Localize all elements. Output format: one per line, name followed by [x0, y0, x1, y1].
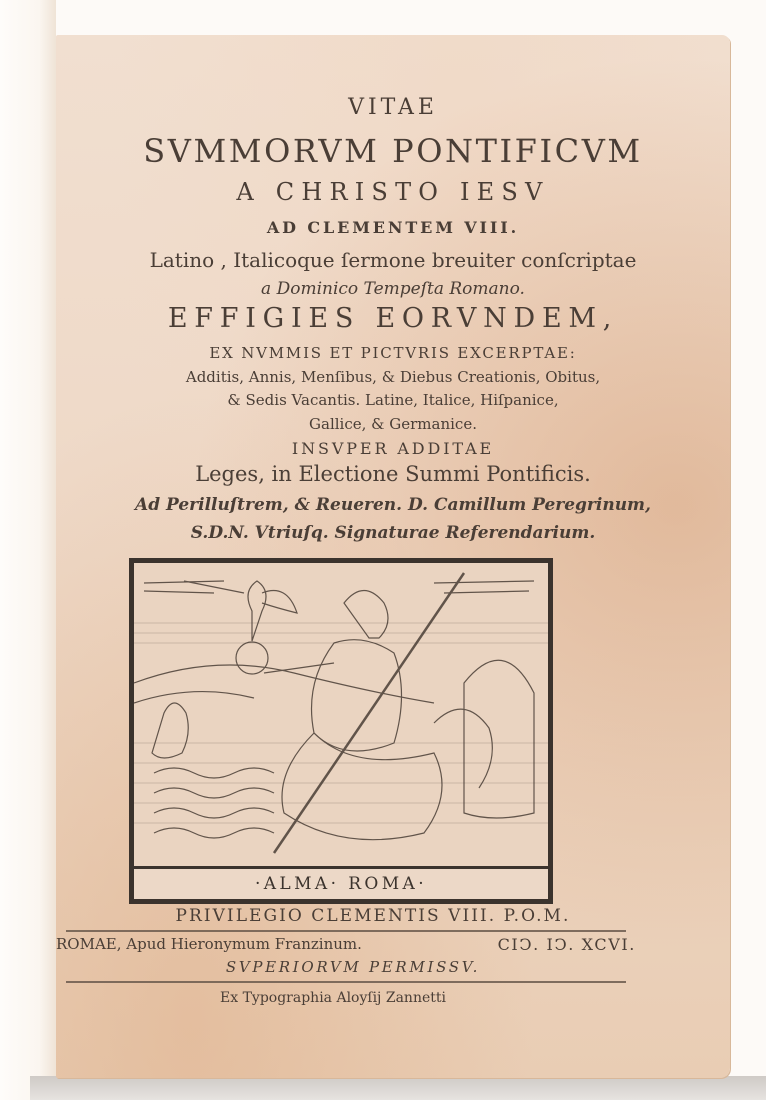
typography-line: Ex Typographia Aloyſij Zannetti: [220, 990, 446, 1006]
title-line-additis: Additis, Annis, Menſibus, & Diebus Creationis, Obitus,: [185, 368, 601, 386]
title-line-summorum: SVMMORVM PONTIFICVM: [143, 132, 643, 170]
author-line: a Dominico Tempeſta Romano.: [261, 279, 525, 299]
title-line-effigies: EFFIGIES EORVNDEM,: [167, 303, 619, 334]
privilege-line: PRIVILEGIO CLEMENTIS VIII. P.O.M.: [175, 906, 571, 926]
title-line-latino: Latino , Italicoque ſermone breuiter conſcriptae: [149, 248, 637, 272]
title-page: [56, 35, 730, 1078]
title-line-vitae: VITAE: [348, 95, 438, 120]
permission-line: SVPERIORVM PERMISSV.: [225, 958, 481, 976]
woodcut-caption: [134, 866, 548, 899]
alma-roma-figure-icon: [134, 563, 548, 869]
divider-rule-2: [66, 981, 626, 983]
woodcut-caption-text: ·ALMA· ROMA·: [254, 874, 428, 894]
dedication-line-1: Ad Perilluſtrem, & Reueren. D. Camillum Peregrinum,: [135, 495, 651, 515]
title-line-sedis: & Sedis Vacantis. Latine, Italice, Hiſpanice,: [227, 391, 559, 409]
page-shadow: [30, 1076, 766, 1100]
title-line-clementem: AD CLEMENTEM VIII.: [266, 218, 520, 237]
title-line-christo: A CHRISTO IESV: [236, 178, 550, 206]
title-line-ex-nummis: EX NVMMIS ET PICTVRIS EXCERPTAE:: [209, 344, 577, 362]
imprint-line: [56, 935, 636, 954]
divider-rule-1: [66, 930, 626, 932]
title-line-insuper: INSVPER ADDITAE: [291, 439, 495, 458]
publication-date: CIↃ. IↃ. XCVI.: [497, 935, 636, 954]
woodcut-illustration: [129, 558, 553, 904]
title-line-gallice: Gallice, & Germanice.: [309, 415, 477, 433]
title-line-leges: Leges, in Electione Summi Pontificis.: [195, 462, 591, 486]
dedication-line-2: S.D.N. Vtriuſq. Signaturae Referendarium.: [190, 523, 596, 543]
place-printer: ROMAE, Apud Hieronymum Franzinum.: [56, 935, 362, 953]
book-binding-edge: [0, 0, 56, 1100]
